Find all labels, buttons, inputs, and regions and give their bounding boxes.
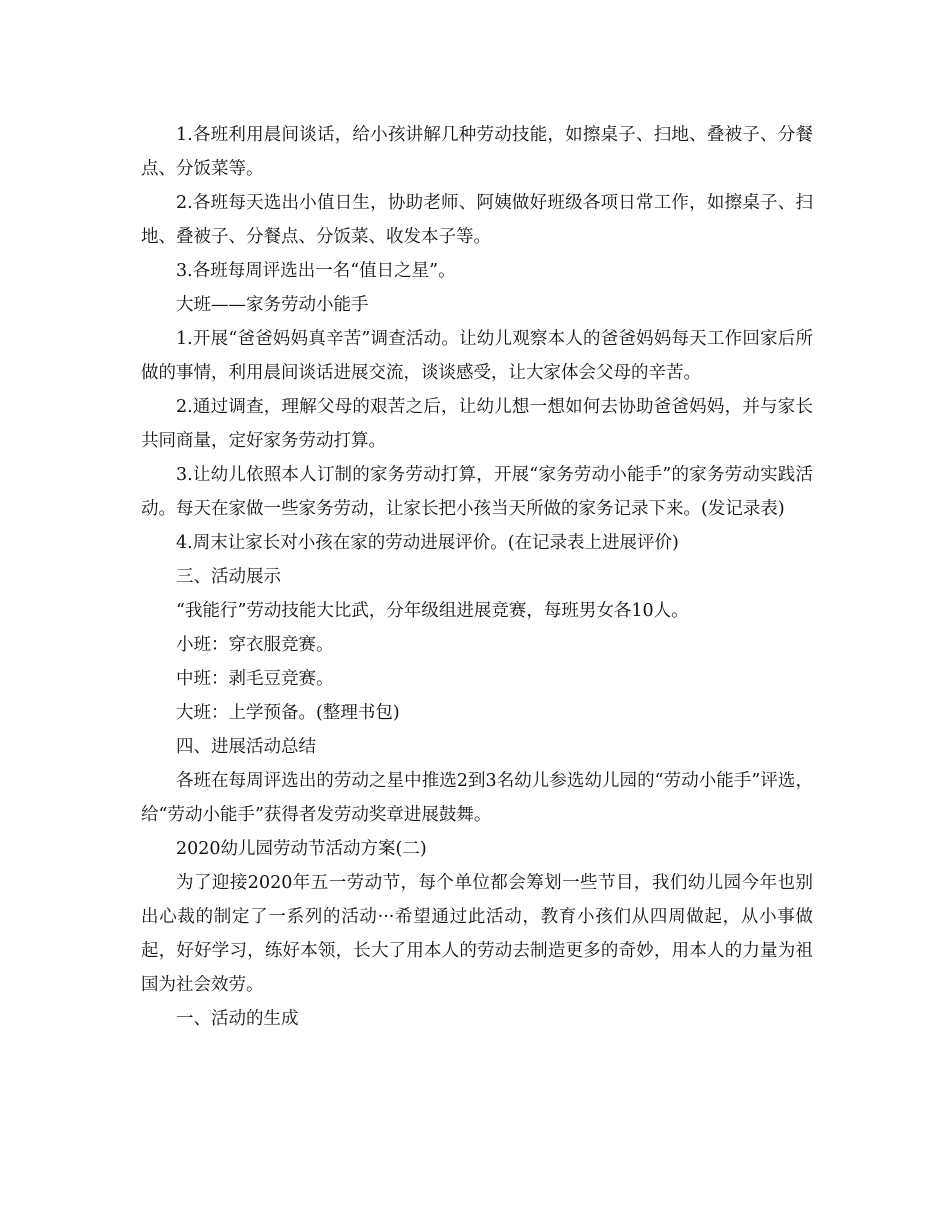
section-heading: 四、进展活动总结 [176, 737, 316, 757]
paragraph: 大班：上学预备。(整理书包) [176, 703, 400, 723]
paragraph: 小班：穿衣服竞赛。 [176, 635, 334, 655]
section-heading: 一、活动的生成 [176, 1009, 299, 1029]
section-heading: 三、活动展示 [176, 567, 281, 587]
paragraph: 中班：剥毛豆竞赛。 [176, 669, 334, 689]
paragraph: “我能行”劳动技能大比武，分年级组进展竞赛，每班男女各10人。 [176, 601, 689, 621]
document-body [141, 118, 813, 1036]
paragraph: 4.周末让家长对小孩在家的劳动进展评价。(在记录表上进展评价) [176, 533, 679, 553]
paragraph: 1.各班利用晨间谈话，给小孩讲解几种劳动技能，如擦桌子、扫地、叠被子、分餐点、分饭菜等。 [141, 125, 813, 179]
section-heading: 大班——家务劳动小能手 [176, 295, 369, 315]
paragraph: 1.开展“爸爸妈妈真辛苦”调查活动。让幼儿观察本人的爸爸妈妈每天工作回家后所做的事情，利用晨间谈话进展交流，谈谈感受，让大家体会父母的辛苦。 [141, 329, 813, 383]
paragraph: 3.各班每周评选出一名“值日之星”。 [176, 261, 456, 281]
paragraph: 为了迎接2020年五一劳动节，每个单位都会筹划一些节目，我们幼儿园今年也别出心裁的制定了一系列的活动···希望通过此活动，教育小孩们从四周做起，从小事做起，好好学习，练好本领，长大了用本人的劳动去制造更多的奇妙，用本人的力量为祖国为社会效劳。 [141, 873, 813, 995]
paragraph: 2.各班每天选出小值日生，协助老师、阿姨做好班级各项日常工作，如擦桌子、扫地、叠被子、分餐点、分饭菜、收发本子等。 [141, 193, 813, 247]
paragraph: 各班在每周评选出的劳动之星中推选2到3名幼儿参选幼儿园的“劳动小能手”评选，给“劳动小能手”获得者发劳动奖章进展鼓舞。 [141, 771, 813, 825]
paragraph: 2.通过调查，理解父母的艰苦之后，让幼儿想一想如何去协助爸爸妈妈，并与家长共同商量，定好家务劳动打算。 [141, 397, 813, 451]
paragraph: 3.让幼儿依照本人订制的家务劳动打算，开展“家务劳动小能手”的家务劳动实践活动。每天在家做一些家务劳动，让家长把小孩当天所做的家务记录下来。(发记录表) [141, 465, 813, 519]
document-title: 2020幼儿园劳动节活动方案(二) [176, 839, 427, 859]
